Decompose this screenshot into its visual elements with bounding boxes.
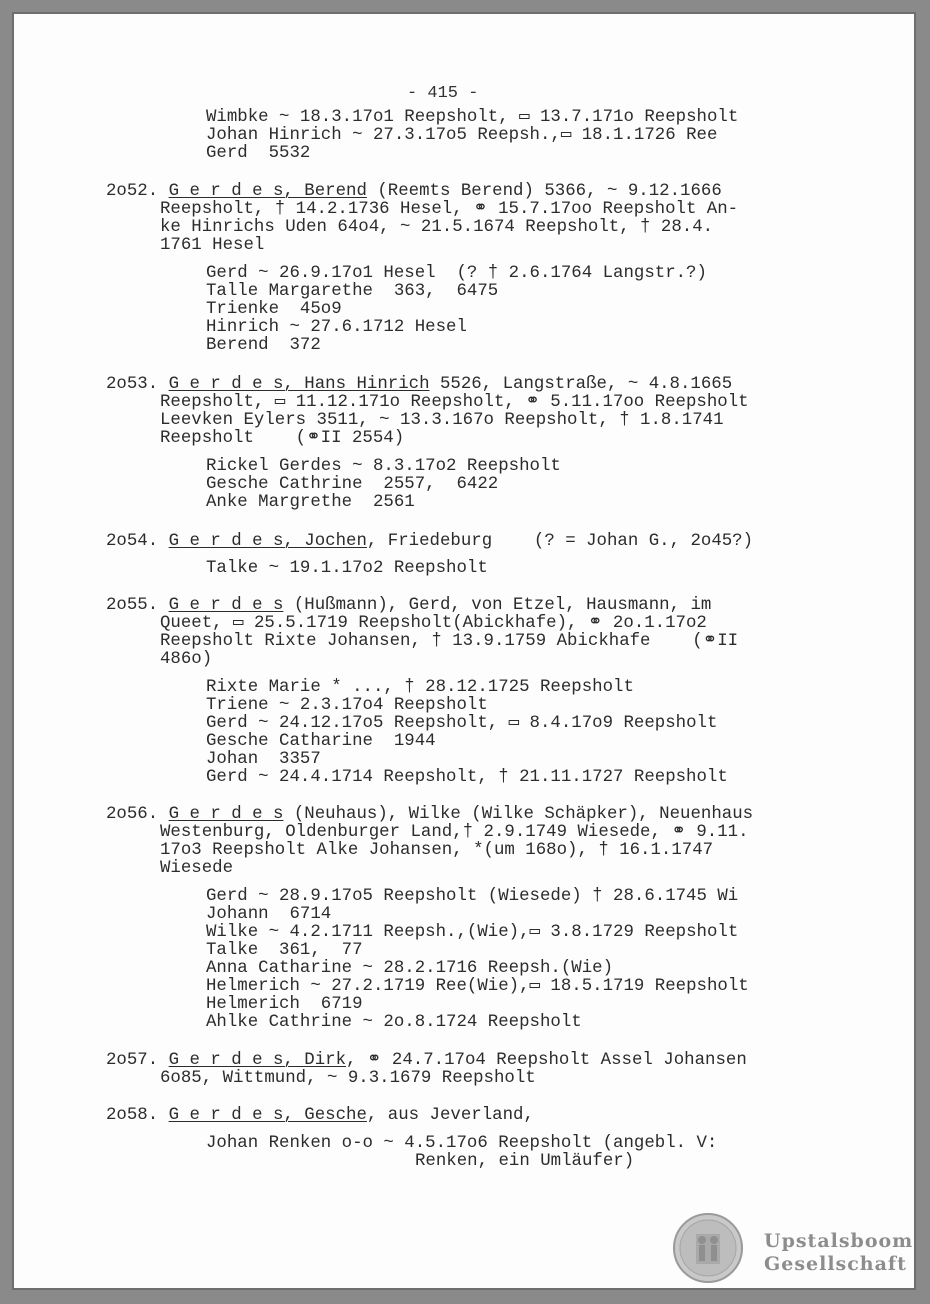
entry-heading: [106, 597, 711, 615]
entry-number: 2o56.: [106, 805, 169, 824]
entry-details: (Reemts Berend) 5366, ~ 9.12.1666: [366, 182, 722, 201]
entry-number: 2o58.: [106, 1106, 169, 1125]
text-line: Reepsholt (⚭II 2554): [160, 429, 405, 448]
entry-number: 2o55.: [106, 596, 169, 615]
entry-number: 2o52.: [106, 182, 169, 201]
text-line: Johann 6714: [206, 905, 332, 924]
text-line: 6o85, Wittmund, ~ 9.3.1679 Reepsholt: [160, 1069, 536, 1088]
entry-details: 5526, Langstraße, ~ 4.8.1665: [429, 375, 733, 394]
text-line: Helmerich ~ 27.2.1719 Ree(Wie),▭ 18.5.1719 Reepsholt: [206, 977, 749, 996]
text-line: Johan Renken o-o ~ 4.5.17o6 Reepsholt (angebl. V:: [206, 1134, 718, 1153]
text-line: 17o3 Reepsholt Alke Johansen, *(um 168o), † 16.1.1747: [160, 841, 714, 860]
society-name-line1: Upstalsboom: [764, 1230, 914, 1252]
text-line: Gerd ~ 24.12.17o5 Reepsholt, ▭ 8.4.17o9 Reepsholt: [206, 714, 718, 733]
entry-heading: [106, 183, 722, 201]
text-line: Talke ~ 19.1.17o2 Reepsholt: [206, 559, 488, 578]
text-line: Leevken Eylers 3511, ~ 13.3.167o Reepsholt, † 1.8.1741: [160, 411, 724, 430]
text-line: Ahlke Cathrine ~ 2o.8.1724 Reepsholt: [206, 1013, 582, 1032]
entry-heading: [106, 533, 753, 551]
text-line: Rixte Marie * ..., † 28.12.1725 Reepsholt: [206, 678, 634, 697]
text-line: Johan Hinrich ~ 27.3.17o5 Reepsh.,▭ 18.1.1726 Ree: [206, 126, 718, 145]
page-number: - 415 -: [407, 84, 479, 103]
entry-name: G e r d e s, Hans Hinrich: [168, 375, 430, 394]
text-line: 486o): [160, 650, 213, 669]
society-name-line2: Gesellschaft: [764, 1253, 907, 1275]
entry-name: G e r d e s, Dirk: [168, 1051, 347, 1070]
entry-number: 2o57.: [106, 1051, 169, 1070]
text-line: Talle Margarethe 363, 6475: [206, 282, 499, 301]
society-seal-icon: [672, 1212, 744, 1284]
text-line: Queet, ▭ 25.5.1719 Reepsholt(Abickhafe), ⚭ 2o.1.17o2: [160, 614, 707, 633]
entry-name: G e r d e s, Berend: [168, 182, 367, 201]
text-line: Rickel Gerdes ~ 8.3.17o2 Reepsholt: [206, 457, 561, 476]
text-line: Reepsholt, † 14.2.1736 Hesel, ⚭ 15.7.17oo Reepsholt An-: [160, 200, 739, 219]
text-line: Wimbke ~ 18.3.17o1 Reepsholt, ▭ 13.7.171o Reepsholt: [206, 108, 739, 127]
text-line: Gerd ~ 26.9.17o1 Hesel (? † 2.6.1764 Langstr.?): [206, 264, 707, 283]
entry-heading: [106, 376, 732, 394]
text-line: Reepsholt Rixte Johansen, † 13.9.1759 Abickhafe (⚭II: [160, 632, 739, 651]
entry-number: 2o53.: [106, 375, 169, 394]
entry-heading: [106, 1052, 747, 1070]
text-line: Reepsholt, ▭ 11.12.171o Reepsholt, ⚭ 5.11.17oo Reepsholt: [160, 393, 749, 412]
entry-number: 2o54.: [106, 532, 169, 551]
entry-name: G e r d e s, Gesche: [168, 1106, 367, 1125]
text-line: ke Hinrichs Uden 64o4, ~ 21.5.1674 Reepsholt, † 28.4.: [160, 218, 714, 237]
text-line: 1761 Hesel: [160, 236, 265, 255]
text-line: Gesche Catharine 1944: [206, 732, 436, 751]
text-line: Talke 361, 77: [206, 941, 363, 960]
text-line: Wiesede: [160, 859, 234, 878]
entry-details: (Hußmann), Gerd, von Etzel, Hausmann, im: [283, 596, 712, 615]
entry-details: , ⚭ 24.7.17o4 Reepsholt Assel Johansen: [346, 1051, 747, 1070]
text-line: Triene ~ 2.3.17o4 Reepsholt: [206, 696, 488, 715]
text-line: Westenburg, Oldenburger Land,† 2.9.1749 Wiesede, ⚭ 9.11.: [160, 823, 749, 842]
document-page: [12, 12, 916, 1290]
entry-details: , aus Jeverland,: [366, 1106, 534, 1125]
text-line: Wilke ~ 4.2.1711 Reepsh.,(Wie),▭ 3.8.1729 Reepsholt: [206, 923, 739, 942]
entry-name: G e r d e s, Jochen: [168, 532, 367, 551]
entry-details: , Friedeburg (? = Johan G., 2o45?): [366, 532, 754, 551]
text-line: Trienke 45o9: [206, 300, 342, 319]
text-line: Anna Catharine ~ 28.2.1716 Reepsh.(Wie): [206, 959, 614, 978]
society-name: [764, 1230, 913, 1276]
text-line: Renken, ein Umläufer): [415, 1152, 635, 1171]
text-line: Johan 3357: [206, 750, 321, 769]
entry-name: G e r d e s: [168, 805, 284, 824]
text-line: Hinrich ~ 27.6.1712 Hesel: [206, 318, 467, 337]
text-line: Gerd ~ 28.9.17o5 Reepsholt (Wiesede) † 28.6.1745 Wi: [206, 887, 739, 906]
text-line: Gesche Cathrine 2557, 6422: [206, 475, 499, 494]
text-line: Helmerich 6719: [206, 995, 363, 1014]
entry-name: G e r d e s: [168, 596, 284, 615]
entry-heading: [106, 1107, 534, 1125]
entry-heading: [106, 806, 753, 824]
entry-details: (Neuhaus), Wilke (Wilke Schäpker), Neuenhaus: [283, 805, 754, 824]
text-line: Gerd 5532: [206, 144, 311, 163]
text-line: Gerd ~ 24.4.1714 Reepsholt, † 21.11.1727 Reepsholt: [206, 768, 728, 787]
text-line: Anke Margrethe 2561: [206, 493, 415, 512]
text-line: Berend 372: [206, 336, 321, 355]
